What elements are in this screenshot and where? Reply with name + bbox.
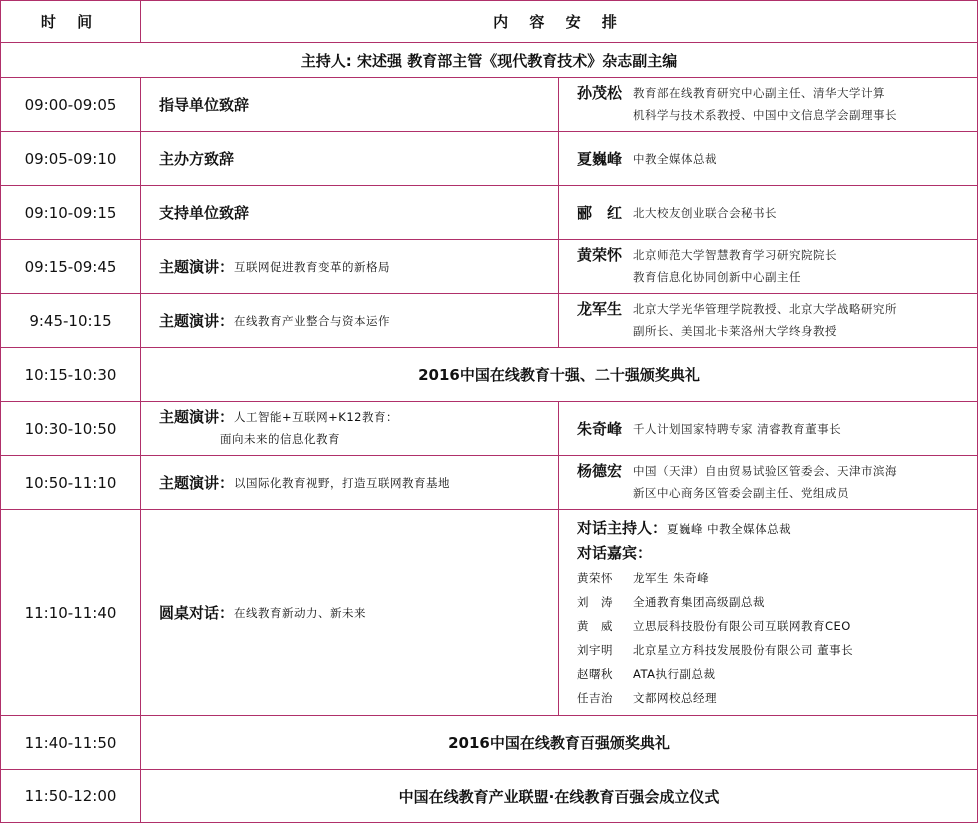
topic-text: 在线教育产业整合与资本运作 xyxy=(234,313,391,328)
speaker-cell xyxy=(559,402,977,455)
speaker-name: 龙军生 xyxy=(577,300,623,318)
speaker-cell xyxy=(559,240,977,293)
table-row xyxy=(1,294,977,348)
time-cell: 10:15-10:30 xyxy=(1,348,141,401)
table-row xyxy=(1,78,977,132)
speaker-title-line1: 北大校友创业联合会秘书长 xyxy=(633,205,777,220)
guest-name: 任吉治 xyxy=(577,691,613,705)
guest-name: 赵曙秋 xyxy=(577,667,613,681)
speaker-title-line2: 副所长、美国北卡莱洛州大学终身教授 xyxy=(633,324,837,338)
table-row xyxy=(1,402,977,456)
award-ceremony-text: 2016中国在线教育十强、二十强颁奖典礼 xyxy=(418,366,700,384)
topic-text: 互联网促进教育变革的新格局 xyxy=(234,259,391,274)
speaker-title-line1: 北京大学光华管理学院教授、北京大学战略研究所 xyxy=(633,302,897,316)
speaker-name: 夏巍峰 xyxy=(577,149,623,168)
guest-item xyxy=(577,662,973,686)
topic-cell xyxy=(141,78,559,131)
award-ceremony-cell xyxy=(141,348,977,401)
speaker-title-line2: 新区中心商务区管委会副主任、党组成员 xyxy=(633,486,849,500)
topic-cell xyxy=(141,294,559,347)
table-header xyxy=(1,1,977,43)
guest-name: 刘宇明 xyxy=(577,643,613,657)
speaker-cell xyxy=(559,78,977,131)
host-text: 主持人: 宋述强 教育部主管《现代教育技术》杂志副主编 xyxy=(300,51,678,70)
guest-item xyxy=(577,686,973,710)
topic-label: 主题演讲： xyxy=(159,258,235,276)
award-ceremony-cell xyxy=(141,716,977,769)
time-cell: 10:50-11:10 xyxy=(1,456,141,509)
guest-item xyxy=(577,614,973,638)
topic-cell xyxy=(141,510,559,715)
speaker-title-line1: 教育部在线教育研究中心副主任、清华大学计算 xyxy=(633,86,885,100)
topic-label: 主题演讲： xyxy=(159,312,235,330)
table-row xyxy=(1,186,977,240)
speaker-title-line1: 千人计划国家特聘专家 清睿教育董事长 xyxy=(633,421,842,436)
topic-text-line2: 面向未来的信息化教育 xyxy=(220,432,341,446)
time-cell: 11:40-11:50 xyxy=(1,716,141,769)
speaker-title-line1: 中国（天津）自由贸易试验区管委会、天津市滨海 xyxy=(633,464,897,478)
topic-label: 主题演讲： xyxy=(159,408,235,426)
topic-cell xyxy=(141,240,559,293)
founding-ceremony-cell xyxy=(141,770,977,822)
time-cell: 09:05-09:10 xyxy=(1,132,141,185)
time-cell: 9:45-10:15 xyxy=(1,294,141,347)
speaker-name: 郦 红 xyxy=(577,203,623,222)
speaker-title-line2: 机科学与技术系教授、中国中文信息学会副理事长 xyxy=(633,108,897,122)
speaker-cell xyxy=(559,456,977,509)
guest-name: 刘 涛 xyxy=(577,595,613,609)
time-cell: 09:00-09:05 xyxy=(1,78,141,131)
guest-name: 黄 威 xyxy=(577,619,613,633)
guest-item xyxy=(577,638,973,662)
speaker-cell xyxy=(559,294,977,347)
award-ceremony-text: 2016中国在线教育百强颁奖典礼 xyxy=(448,734,670,752)
topic-cell xyxy=(141,402,559,455)
topic-cell xyxy=(141,132,559,185)
speaker-cell xyxy=(559,186,977,239)
table-row xyxy=(1,348,977,402)
founding-ceremony-text: 中国在线教育产业联盟·在线教育百强会成立仪式 xyxy=(398,787,720,806)
topic-cell xyxy=(141,456,559,509)
guest-title: 北京星立方科技发展股份有限公司 董事长 xyxy=(633,643,854,657)
speaker-title-line1: 北京师范大学智慧教育学习研究院院长 xyxy=(633,248,837,262)
topic-text: 主办方致辞 xyxy=(159,150,235,168)
topic-text: 支持单位致辞 xyxy=(159,204,250,222)
speaker-title-line1: 中教全媒体总裁 xyxy=(633,151,717,166)
guests-label: 对话嘉宾： xyxy=(577,544,653,562)
table-row xyxy=(1,716,977,770)
header-time: 时 间 xyxy=(1,1,141,42)
speaker-name: 杨德宏 xyxy=(577,462,623,480)
roundtable-cell xyxy=(559,510,977,715)
table-row xyxy=(1,240,977,294)
guest-title: 全通教育集团高级副总裁 xyxy=(633,595,765,609)
topic-text: 人工智能+互联网+K12教育： xyxy=(234,410,398,424)
topic-label: 主题演讲： xyxy=(159,474,235,492)
guest-item xyxy=(577,566,973,590)
guest-title: ATA执行副总裁 xyxy=(633,667,716,681)
topic-label: 圆桌对话： xyxy=(159,604,235,622)
speaker-title-line2: 教育信息化协同创新中心副主任 xyxy=(633,270,801,284)
header-content: 内 容 安 排 xyxy=(493,13,625,31)
host-row xyxy=(1,43,977,78)
time-cell: 09:10-09:15 xyxy=(1,186,141,239)
speaker-name: 黄荣怀 xyxy=(577,246,623,264)
moderator-text: 夏巍峰 中教全媒体总裁 xyxy=(667,522,792,536)
guest-name: 黄荣怀 xyxy=(577,571,613,585)
time-cell: 09:15-09:45 xyxy=(1,240,141,293)
guest-title: 文都网校总经理 xyxy=(633,691,717,705)
table-row xyxy=(1,456,977,510)
moderator-label: 对话主持人： xyxy=(577,519,668,537)
speaker-name: 孙茂松 xyxy=(577,84,623,102)
time-cell: 11:50-12:00 xyxy=(1,770,141,822)
guest-item xyxy=(577,590,973,614)
table-row xyxy=(1,132,977,186)
topic-cell xyxy=(141,186,559,239)
topic-text: 以国际化教育视野，打造互联网教育基地 xyxy=(234,475,451,490)
time-cell: 10:30-10:50 xyxy=(1,402,141,455)
speaker-name: 朱奇峰 xyxy=(577,419,623,438)
speaker-cell xyxy=(559,132,977,185)
guest-title: 龙军生 朱奇峰 xyxy=(633,571,710,585)
topic-text: 在线教育新动力、新未来 xyxy=(234,605,367,620)
table-row xyxy=(1,770,977,822)
topic-text: 指导单位致辞 xyxy=(159,96,250,114)
time-cell: 11:10-11:40 xyxy=(1,510,141,715)
table-row xyxy=(1,510,977,716)
guest-title: 立思辰科技股份有限公司互联网教育CEO xyxy=(633,619,851,633)
